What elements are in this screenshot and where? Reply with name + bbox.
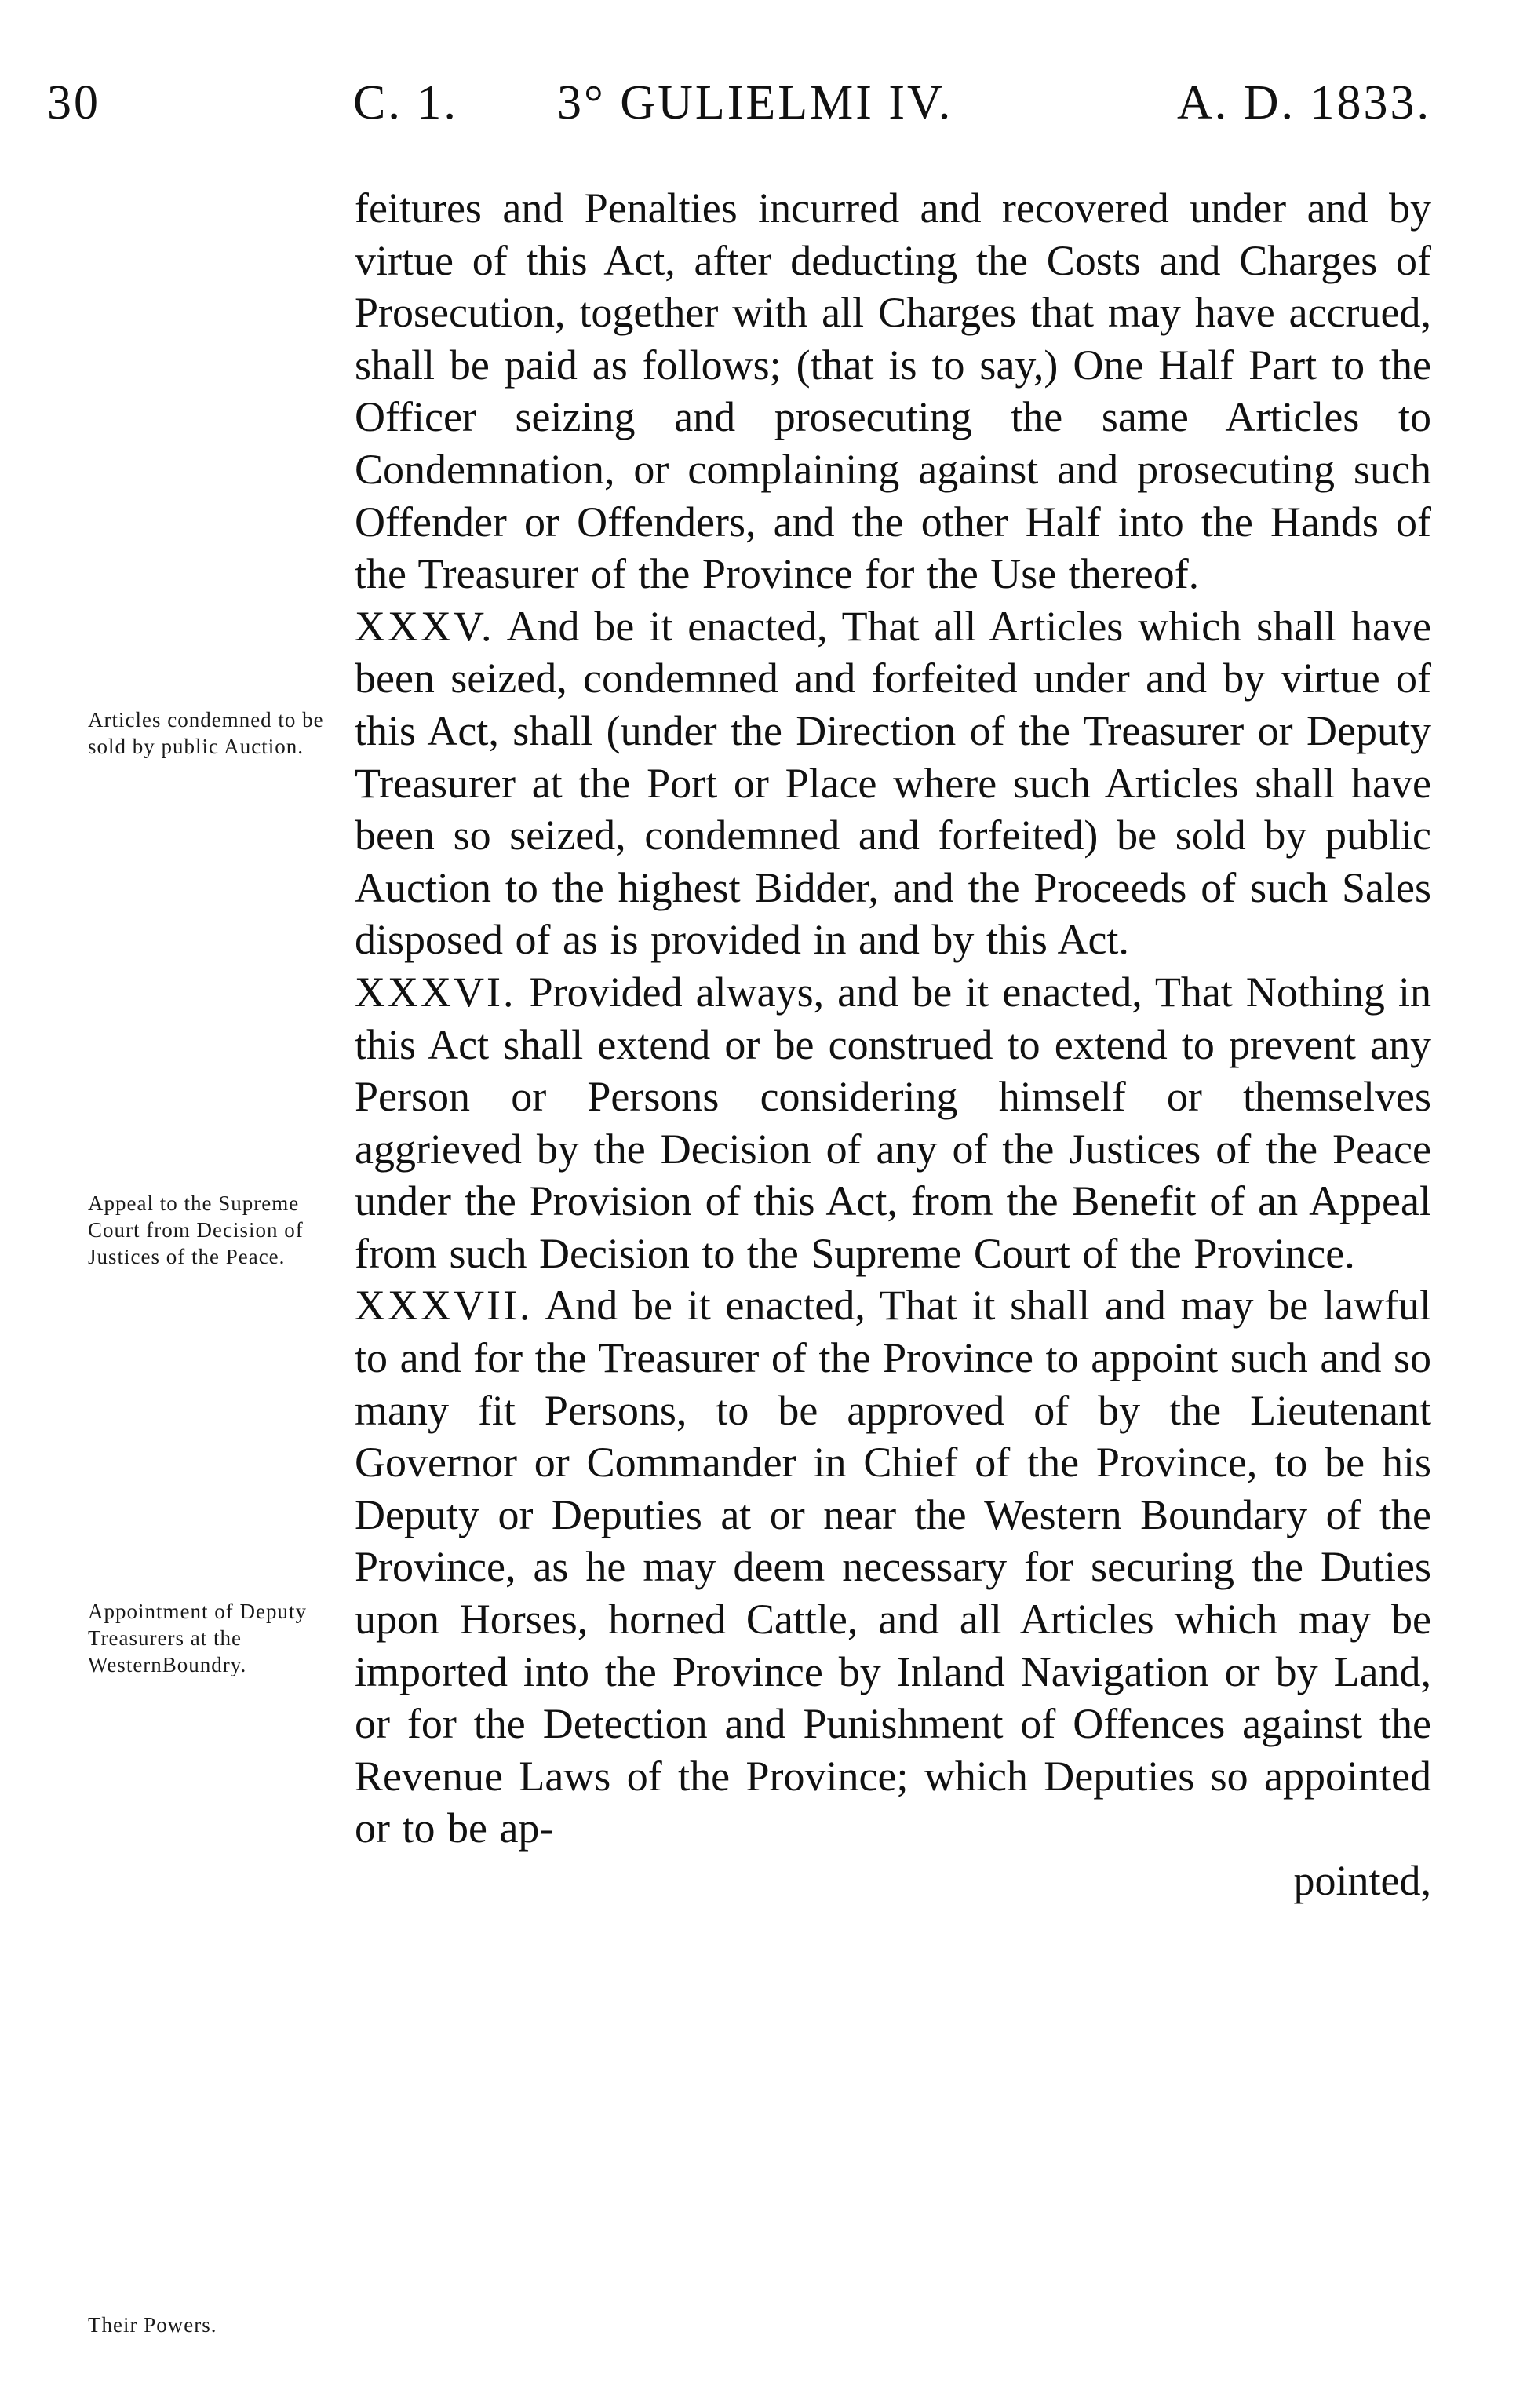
margin-note-auction: Articles condemned to be sold by public Auction.	[88, 708, 324, 758]
anno-domini-year: A. D. 1833.	[1177, 76, 1432, 130]
section-text: And be it enacted, That it shall and may be lawful to and for the Treasurer of the Province to appoint such and so many fit Persons, to be approved of by the Lieutenant Governor or Commander in Chief of the Province, to be his Deputy or Deputies at or near the Western Boundary of the Province, as he may deem necessary for securing the Duties upon Horses, horned Cattle, and all Articles which may be imported into the Province by Inland Navigation or by Land, or for the Detection and Punishment of Offences against the Revenue Laws of the Province; which Deputies so appointed or to be ap-	[355, 1282, 1431, 1852]
running-header	[47, 75, 1452, 138]
section-number: XXXVII.	[355, 1282, 533, 1330]
continued-paragraph: feitures and Penalties incurred and recovered under and by virtue of this Act, after deducting the Costs and Charges of Prosecution, together with all Charges that may have accrued, shall be paid as follows; (that is to say,) One Half Part to the Officer seizing and prosecuting the same Articles to Condemnation, or complaining against and prosecuting such Offender or Offenders, and the other Half into the Hands of the Treasurer of the Province for the Use thereof.	[355, 184, 1431, 598]
section-number: XXXV.	[355, 602, 494, 650]
page-number: 30	[47, 76, 100, 130]
catchword: pointed,	[1293, 1857, 1431, 1904]
chapter-reference: C. 1.	[353, 76, 458, 130]
section-number: XXXVI.	[355, 968, 516, 1016]
regnal-year: 3° GULIELMI IV.	[557, 76, 953, 130]
section-text: And be it enacted, That all Articles which shall have been seized, condemned and forfeited under and by virtue of this Act, shall (under the Direction of the Treasurer or Deputy Treasurer at the Port or Place where such Articles shall have been so seized, condemned and forfeited) be sold by public Auction to the highest Bidder, and the Proceeds of such Sales disposed of as is provided in and by this Act.	[355, 602, 1431, 964]
margin-note-deputy-treasurers: Appointment of Deputy Treasurers at the WesternBoundry.	[88, 1600, 307, 1676]
statute-text	[355, 182, 1431, 1907]
margin-note-appeal: Appeal to the Supreme Court from Decision of Justices of the Peace.	[88, 1191, 304, 1268]
section-36	[355, 966, 1431, 1280]
section-text: Provided always, and be it enacted, That Nothing in this Act shall extend or be construed to extend to prevent any Person or Persons considering himself or themselves aggrieved by the Decision of any of the Justices of the Peace under the Provision of this Act, from the Benefit of an Appeal from such Decision to the Supreme Court of the Province.	[355, 968, 1431, 1277]
section-37	[355, 1279, 1431, 1855]
section-35	[355, 600, 1431, 966]
margin-note-powers: Their Powers.	[88, 2313, 217, 2337]
